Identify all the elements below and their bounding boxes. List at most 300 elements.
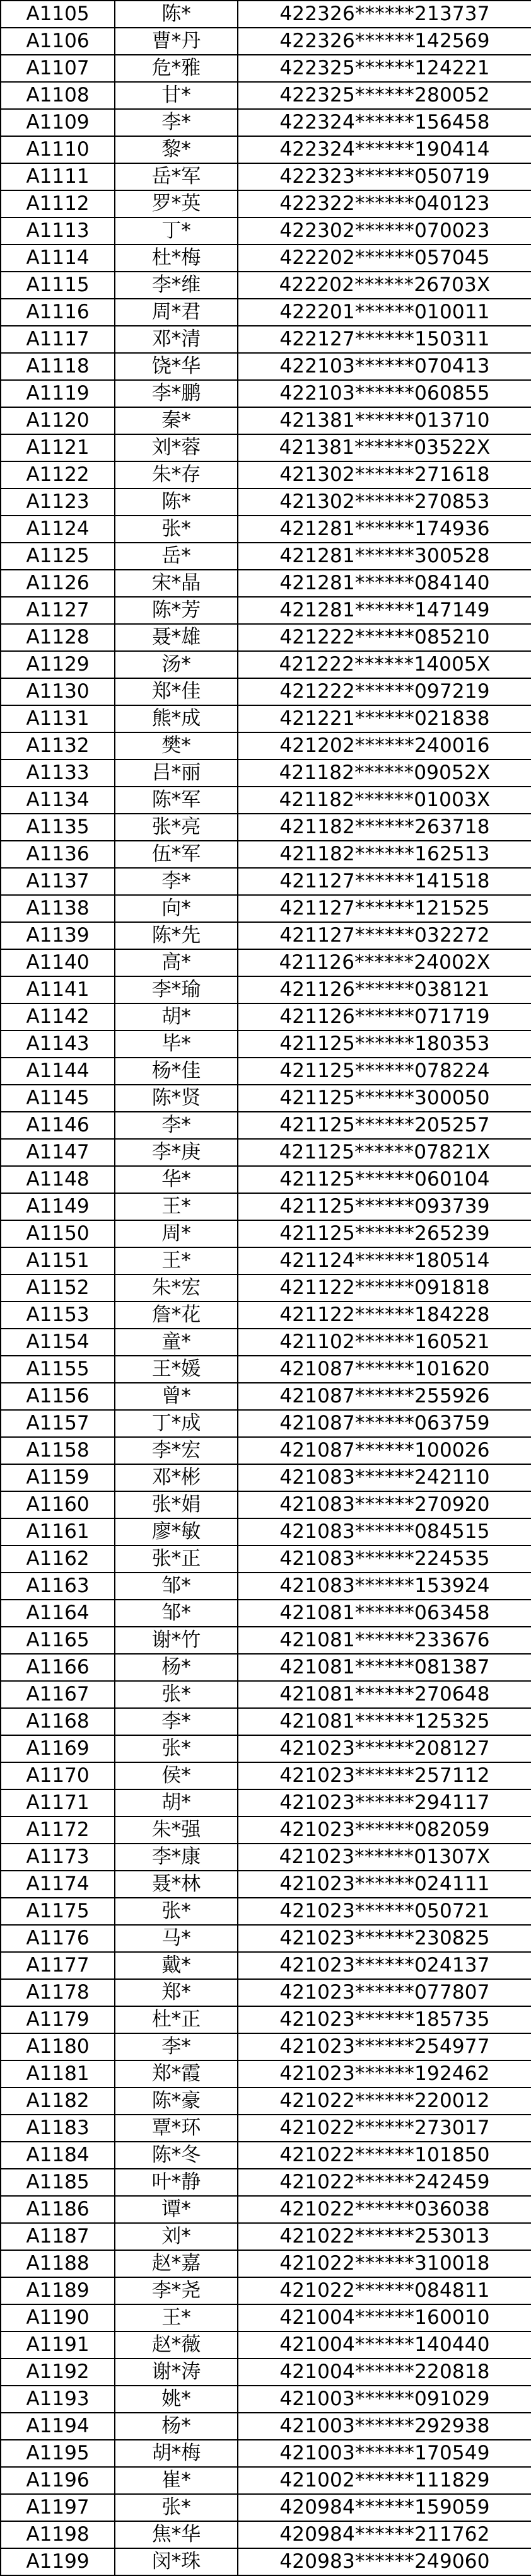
id-number-cell: 421222******097219 [238, 678, 531, 705]
applicant-name-cell: 吕*丽 [115, 760, 238, 787]
applicant-name-cell: 甘* [115, 82, 238, 109]
table-row [1, 82, 531, 109]
table-row [1, 1437, 531, 1464]
applicant-code-cell: A1141 [1, 976, 115, 1003]
table-row [1, 190, 531, 217]
id-number-cell: 422326******213737 [238, 1, 531, 28]
id-number-cell: 421125******205257 [238, 1112, 531, 1139]
applicant-code-cell: A1113 [1, 217, 115, 245]
table-row [1, 461, 531, 488]
table-row [1, 2467, 531, 2494]
id-number-cell: 421222******085210 [238, 624, 531, 651]
id-number-cell: 421087******063759 [238, 1410, 531, 1437]
applicant-name-cell: 杨* [115, 2413, 238, 2440]
applicant-name-cell: 罗*英 [115, 190, 238, 217]
applicant-name-cell: 张*娟 [115, 1491, 238, 1518]
applicant-name-cell: 朱*存 [115, 461, 238, 488]
applicant-code-cell: A1188 [1, 2250, 115, 2277]
id-number-cell: 422127******150311 [238, 326, 531, 353]
applicant-code-cell: A1194 [1, 2413, 115, 2440]
id-number-cell: 421023******185735 [238, 2006, 531, 2033]
table-row [1, 2196, 531, 2223]
id-number-cell: 421081******063458 [238, 1600, 531, 1627]
applicant-code-cell: A1122 [1, 461, 115, 488]
id-number-cell: 421022******253013 [238, 2223, 531, 2250]
applicant-name-cell: 陈*芳 [115, 597, 238, 624]
applicant-name-cell: 李* [115, 868, 238, 895]
id-number-cell: 421004******220818 [238, 2359, 531, 2386]
applicant-name-cell: 陈*冬 [115, 2142, 238, 2169]
applicant-code-cell: A1164 [1, 1600, 115, 1627]
applicant-code-cell: A1118 [1, 353, 115, 380]
applicant-code-cell: A1143 [1, 1031, 115, 1058]
applicant-name-cell: 闵*珠 [115, 2548, 238, 2575]
id-number-cell: 422325******280052 [238, 82, 531, 109]
id-number-cell: 421122******091818 [238, 1274, 531, 1302]
table-row [1, 2169, 531, 2196]
id-number-cell: 421023******082059 [238, 1816, 531, 1844]
id-number-cell: 421003******292938 [238, 2413, 531, 2440]
table-row [1, 1329, 531, 1356]
applicant-code-cell: A1189 [1, 2277, 115, 2304]
id-number-cell: 422103******060855 [238, 380, 531, 407]
id-number-cell: 422302******070023 [238, 217, 531, 245]
table-row [1, 272, 531, 299]
table-row [1, 949, 531, 976]
applicant-code-cell: A1111 [1, 163, 115, 190]
id-number-cell: 422324******156458 [238, 109, 531, 136]
applicant-code-cell: A1150 [1, 1220, 115, 1247]
applicant-code-cell: A1183 [1, 2115, 115, 2142]
table-row [1, 1654, 531, 1681]
applicant-name-cell: 陈*军 [115, 787, 238, 814]
id-number-cell: 422323******050719 [238, 163, 531, 190]
table-row [1, 1112, 531, 1139]
applicant-code-cell: A1169 [1, 1735, 115, 1762]
table-row [1, 624, 531, 651]
id-number-cell: 421083******153924 [238, 1573, 531, 1600]
applicant-code-cell: A1180 [1, 2033, 115, 2060]
table-row [1, 1058, 531, 1085]
applicant-name-cell: 张* [115, 1898, 238, 1925]
id-number-cell: 421182******01003X [238, 787, 531, 814]
table-row [1, 841, 531, 868]
table-row [1, 1356, 531, 1383]
id-number-cell: 421302******271618 [238, 461, 531, 488]
table-row [1, 651, 531, 678]
applicant-code-cell: A1146 [1, 1112, 115, 1139]
id-number-cell: 421124******180514 [238, 1247, 531, 1274]
id-number-cell: 422325******124221 [238, 55, 531, 82]
table-row [1, 2413, 531, 2440]
applicant-name-cell: 曾* [115, 1383, 238, 1410]
id-number-cell: 422322******040123 [238, 190, 531, 217]
table-row [1, 163, 531, 190]
applicant-code-cell: A1145 [1, 1085, 115, 1112]
table-row [1, 868, 531, 895]
table-row [1, 136, 531, 163]
table-row [1, 2250, 531, 2277]
applicant-name-cell: 邓*清 [115, 326, 238, 353]
applicant-code-cell: A1155 [1, 1356, 115, 1383]
applicant-code-cell: A1172 [1, 1816, 115, 1844]
applicant-code-cell: A1173 [1, 1844, 115, 1871]
applicant-code-cell: A1197 [1, 2494, 115, 2521]
id-number-cell: 421125******265239 [238, 1220, 531, 1247]
applicant-code-cell: A1112 [1, 190, 115, 217]
applicant-name-cell: 邓*彬 [115, 1464, 238, 1491]
id-number-cell: 421002******111829 [238, 2467, 531, 2494]
applicant-code-cell: A1130 [1, 678, 115, 705]
id-number-cell: 421281******300528 [238, 543, 531, 570]
applicant-name-cell: 李*维 [115, 272, 238, 299]
applicant-code-cell: A1125 [1, 543, 115, 570]
table-row [1, 1247, 531, 1274]
id-number-cell: 421381******03522X [238, 434, 531, 461]
id-number-cell: 422326******142569 [238, 28, 531, 55]
applicant-code-cell: A1162 [1, 1545, 115, 1573]
applicant-name-cell: 饶*华 [115, 353, 238, 380]
roster-body [1, 1, 531, 2575]
id-number-cell: 422202******057045 [238, 245, 531, 272]
applicant-code-cell: A1139 [1, 922, 115, 949]
table-row [1, 2060, 531, 2088]
table-row [1, 2548, 531, 2575]
id-number-cell: 421126******24002X [238, 949, 531, 976]
table-row [1, 2304, 531, 2331]
applicant-code-cell: A1165 [1, 1627, 115, 1654]
applicant-code-cell: A1151 [1, 1247, 115, 1274]
table-row [1, 299, 531, 326]
applicant-code-cell: A1187 [1, 2223, 115, 2250]
id-number-cell: 421004******160010 [238, 2304, 531, 2331]
applicant-name-cell: 李*尧 [115, 2277, 238, 2304]
id-number-cell: 421081******233676 [238, 1627, 531, 1654]
applicant-name-cell: 李* [115, 1112, 238, 1139]
id-number-cell: 421281******174936 [238, 516, 531, 543]
applicant-code-cell: A1170 [1, 1762, 115, 1789]
table-row [1, 1491, 531, 1518]
applicant-code-cell: A1168 [1, 1708, 115, 1735]
applicant-code-cell: A1123 [1, 488, 115, 516]
applicant-name-cell: 华* [115, 1166, 238, 1193]
table-row [1, 1735, 531, 1762]
table-row [1, 705, 531, 732]
table-row [1, 1085, 531, 1112]
applicant-name-cell: 周* [115, 1220, 238, 1247]
applicant-code-cell: A1138 [1, 895, 115, 922]
applicant-name-cell: 丁*成 [115, 1410, 238, 1437]
applicant-code-cell: A1181 [1, 2060, 115, 2088]
applicant-name-cell: 郑* [115, 1979, 238, 2006]
applicant-code-cell: A1136 [1, 841, 115, 868]
table-row [1, 353, 531, 380]
table-row [1, 1003, 531, 1031]
id-number-cell: 421381******013710 [238, 407, 531, 434]
id-number-cell: 421125******180353 [238, 1031, 531, 1058]
applicant-code-cell: A1161 [1, 1518, 115, 1545]
table-row [1, 516, 531, 543]
applicant-name-cell: 杜*梅 [115, 245, 238, 272]
id-number-cell: 421004******140440 [238, 2331, 531, 2359]
applicant-name-cell: 聂*林 [115, 1871, 238, 1898]
applicant-code-cell: A1144 [1, 1058, 115, 1085]
id-number-cell: 421081******081387 [238, 1654, 531, 1681]
id-number-cell: 421023******024137 [238, 1952, 531, 1979]
id-number-cell: 421083******224535 [238, 1545, 531, 1573]
table-row [1, 1302, 531, 1329]
applicant-name-cell: 汤* [115, 651, 238, 678]
applicant-code-cell: A1199 [1, 2548, 115, 2575]
id-number-cell: 421003******170549 [238, 2440, 531, 2467]
applicant-name-cell: 宋*晶 [115, 570, 238, 597]
applicant-name-cell: 丁* [115, 217, 238, 245]
applicant-name-cell: 陈* [115, 488, 238, 516]
applicant-code-cell: A1198 [1, 2521, 115, 2548]
id-number-cell: 421023******050721 [238, 1898, 531, 1925]
applicant-name-cell: 刘*蓉 [115, 434, 238, 461]
table-row [1, 1545, 531, 1573]
applicant-name-cell: 谭* [115, 2196, 238, 2223]
id-number-cell: 421022******036038 [238, 2196, 531, 2223]
applicant-name-cell: 郑*霞 [115, 2060, 238, 2088]
id-number-cell: 421125******07821X [238, 1139, 531, 1166]
table-row [1, 1627, 531, 1654]
applicant-code-cell: A1121 [1, 434, 115, 461]
id-number-cell: 422103******070413 [238, 353, 531, 380]
applicant-code-cell: A1196 [1, 2467, 115, 2494]
applicant-code-cell: A1124 [1, 516, 115, 543]
id-number-cell: 421281******147149 [238, 597, 531, 624]
id-number-cell: 421125******093739 [238, 1193, 531, 1220]
table-row [1, 787, 531, 814]
table-row [1, 2033, 531, 2060]
table-row [1, 597, 531, 624]
applicant-name-cell: 张*亮 [115, 814, 238, 841]
id-number-cell: 421221******021838 [238, 705, 531, 732]
applicant-name-cell: 赵*薇 [115, 2331, 238, 2359]
id-number-cell: 421281******084140 [238, 570, 531, 597]
applicant-name-cell: 危*雅 [115, 55, 238, 82]
id-number-cell: 421087******100026 [238, 1437, 531, 1464]
table-row [1, 814, 531, 841]
applicant-name-cell: 胡*梅 [115, 2440, 238, 2467]
applicant-code-cell: A1149 [1, 1193, 115, 1220]
applicant-name-cell: 刘* [115, 2223, 238, 2250]
id-number-cell: 421087******255926 [238, 1383, 531, 1410]
applicant-code-cell: A1153 [1, 1302, 115, 1329]
applicant-name-cell: 张*正 [115, 1545, 238, 1573]
table-row [1, 434, 531, 461]
table-row [1, 1383, 531, 1410]
applicant-name-cell: 童* [115, 1329, 238, 1356]
applicant-name-cell: 覃*环 [115, 2115, 238, 2142]
applicant-name-cell: 王*媛 [115, 1356, 238, 1383]
applicant-name-cell: 周*君 [115, 299, 238, 326]
applicant-code-cell: A1140 [1, 949, 115, 976]
applicant-name-cell: 李* [115, 2033, 238, 2060]
applicant-code-cell: A1134 [1, 787, 115, 814]
applicant-name-cell: 王* [115, 2304, 238, 2331]
id-number-cell: 421023******257112 [238, 1762, 531, 1789]
applicant-name-cell: 张* [115, 2494, 238, 2521]
table-row [1, 1871, 531, 1898]
table-row [1, 1, 531, 28]
table-row [1, 1573, 531, 1600]
applicant-name-cell: 陈* [115, 1, 238, 28]
id-number-cell: 422202******26703X [238, 272, 531, 299]
table-row [1, 2331, 531, 2359]
applicant-name-cell: 岳* [115, 543, 238, 570]
table-row [1, 217, 531, 245]
table-row [1, 976, 531, 1003]
applicant-name-cell: 戴* [115, 1952, 238, 1979]
applicant-name-cell: 王* [115, 1247, 238, 1274]
applicant-name-cell: 毕* [115, 1031, 238, 1058]
id-number-cell: 421022******273017 [238, 2115, 531, 2142]
id-number-cell: 421023******01307X [238, 1844, 531, 1871]
applicant-code-cell: A1160 [1, 1491, 115, 1518]
table-row [1, 1816, 531, 1844]
id-number-cell: 421023******077807 [238, 1979, 531, 2006]
id-number-cell: 421222******14005X [238, 651, 531, 678]
table-row [1, 2088, 531, 2115]
applicant-name-cell: 李* [115, 109, 238, 136]
table-row [1, 380, 531, 407]
applicant-code-cell: A1166 [1, 1654, 115, 1681]
table-row [1, 109, 531, 136]
applicant-code-cell: A1147 [1, 1139, 115, 1166]
id-number-cell: 421125******078224 [238, 1058, 531, 1085]
applicant-name-cell: 李*宏 [115, 1437, 238, 1464]
applicant-code-cell: A1120 [1, 407, 115, 434]
applicant-code-cell: A1110 [1, 136, 115, 163]
applicant-name-cell: 朱*强 [115, 1816, 238, 1844]
applicant-code-cell: A1156 [1, 1383, 115, 1410]
table-row [1, 1708, 531, 1735]
id-number-cell: 421081******270648 [238, 1681, 531, 1708]
applicant-code-cell: A1159 [1, 1464, 115, 1491]
applicant-name-cell: 侯* [115, 1762, 238, 1789]
applicant-name-cell: 李*康 [115, 1844, 238, 1871]
table-row [1, 1464, 531, 1491]
table-row [1, 1518, 531, 1545]
id-number-cell: 421022******084811 [238, 2277, 531, 2304]
table-row [1, 1898, 531, 1925]
applicant-name-cell: 向* [115, 895, 238, 922]
applicant-code-cell: A1128 [1, 624, 115, 651]
table-row [1, 1031, 531, 1058]
applicant-name-cell: 黎* [115, 136, 238, 163]
applicant-code-cell: A1195 [1, 2440, 115, 2467]
applicant-name-cell: 马* [115, 1925, 238, 1952]
applicant-name-cell: 郑*佳 [115, 678, 238, 705]
applicant-name-cell: 李*瑜 [115, 976, 238, 1003]
id-number-cell: 420984******211762 [238, 2521, 531, 2548]
applicant-code-cell: A1178 [1, 1979, 115, 2006]
applicant-name-cell: 杨*佳 [115, 1058, 238, 1085]
applicant-name-cell: 李*庚 [115, 1139, 238, 1166]
applicant-name-cell: 张* [115, 516, 238, 543]
id-number-cell: 421087******101620 [238, 1356, 531, 1383]
table-row [1, 2115, 531, 2142]
applicant-code-cell: A1185 [1, 2169, 115, 2196]
applicant-name-cell: 曹*丹 [115, 28, 238, 55]
table-row [1, 1274, 531, 1302]
id-number-cell: 421023******254977 [238, 2033, 531, 2060]
table-row [1, 922, 531, 949]
id-number-cell: 421122******184228 [238, 1302, 531, 1329]
table-row [1, 1762, 531, 1789]
id-number-cell: 421125******300050 [238, 1085, 531, 1112]
table-row [1, 2223, 531, 2250]
id-number-cell: 421083******270920 [238, 1491, 531, 1518]
applicant-code-cell: A1132 [1, 732, 115, 760]
id-number-cell: 421302******270853 [238, 488, 531, 516]
applicant-name-cell: 樊* [115, 732, 238, 760]
applicant-code-cell: A1158 [1, 1437, 115, 1464]
applicant-name-cell: 姚* [115, 2386, 238, 2413]
id-number-cell: 421127******032272 [238, 922, 531, 949]
applicant-name-cell: 谢*竹 [115, 1627, 238, 1654]
table-row [1, 2359, 531, 2386]
applicant-name-cell: 陈*先 [115, 922, 238, 949]
applicant-code-cell: A1106 [1, 28, 115, 55]
applicant-name-cell: 高* [115, 949, 238, 976]
table-row [1, 2521, 531, 2548]
applicant-code-cell: A1142 [1, 1003, 115, 1031]
table-row [1, 28, 531, 55]
applicant-code-cell: A1179 [1, 2006, 115, 2033]
applicant-code-cell: A1174 [1, 1871, 115, 1898]
id-number-cell: 421202******240016 [238, 732, 531, 760]
applicant-code-cell: A1148 [1, 1166, 115, 1193]
applicant-code-cell: A1163 [1, 1573, 115, 1600]
applicant-name-cell: 李* [115, 1708, 238, 1735]
applicant-name-cell: 胡* [115, 1003, 238, 1031]
applicant-name-cell: 崔* [115, 2467, 238, 2494]
applicant-name-cell: 詹*花 [115, 1302, 238, 1329]
table-row [1, 1166, 531, 1193]
applicant-code-cell: A1167 [1, 1681, 115, 1708]
applicant-name-cell: 熊*成 [115, 705, 238, 732]
applicant-code-cell: A1152 [1, 1274, 115, 1302]
applicant-code-cell: A1192 [1, 2359, 115, 2386]
applicant-name-cell: 杜*正 [115, 2006, 238, 2033]
table-row [1, 732, 531, 760]
applicant-name-cell: 邹* [115, 1573, 238, 1600]
id-number-cell: 421023******192462 [238, 2060, 531, 2088]
id-number-cell: 422201******010011 [238, 299, 531, 326]
table-row [1, 1139, 531, 1166]
table-row [1, 760, 531, 787]
applicant-name-cell: 李*鹏 [115, 380, 238, 407]
applicant-code-cell: A1119 [1, 380, 115, 407]
applicant-name-cell: 杨* [115, 1654, 238, 1681]
applicant-name-cell: 陈*贤 [115, 1085, 238, 1112]
id-number-cell: 421102******160521 [238, 1329, 531, 1356]
applicant-code-cell: A1190 [1, 2304, 115, 2331]
table-row [1, 1220, 531, 1247]
id-number-cell: 421022******101850 [238, 2142, 531, 2169]
table-row [1, 407, 531, 434]
applicant-code-cell: A1108 [1, 82, 115, 109]
id-number-cell: 421022******310018 [238, 2250, 531, 2277]
id-number-cell: 421083******242110 [238, 1464, 531, 1491]
id-number-cell: 421125******060104 [238, 1166, 531, 1193]
applicant-name-cell: 伍*军 [115, 841, 238, 868]
applicant-code-cell: A1114 [1, 245, 115, 272]
